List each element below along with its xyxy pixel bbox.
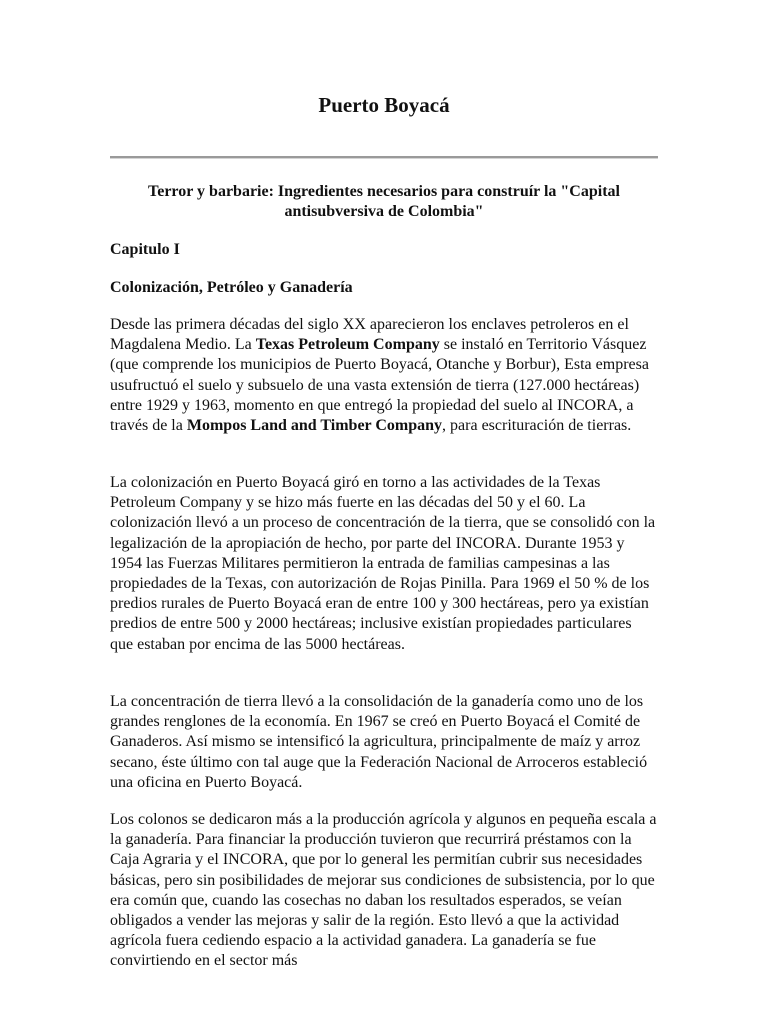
paragraph-4: Los colonos se dedicaron más a la producción agrícola y algunos en pequeña escala a la ganadería. Para financiar la producción tuvieron que recurrirá préstamos con la Caja Agraria y el INCORA, que por lo general les permitían cubrir sus necesidades básicas, pero sin posibilidades de mejorar sus condiciones de subsistencia, por lo que era común que, cuando las cosechas no daban los resultados esperados, se veían obligados a vender las mejoras y salir de la región. Esto llevó a que la actividad agrícola fuera cediendo espacio a la actividad ganadera. La ganadería se fue convirtiendo en el sector más: [110, 811, 657, 970]
paragraph-1-text-a: Desde las primera décadas del siglo XX aparecieron los enclaves petroleros en el Magdalena Medio. La: [110, 316, 629, 354]
document-title: Puerto Boyacá: [318, 93, 450, 117]
paragraph-1-text-b: se instaló en Territorio Vásquez (que comprende los municipios de Puerto Boyacá, Otanche y Borbur), Esta empresa usufructuó el suelo y subsuelo de una vasta extensión de tierra (127.000 hectáreas) entre 1929 y 1963, momento en que entregó la propiedad del suelo al INCORA, a través de la: [110, 336, 649, 435]
section-heading: Colonización, Petróleo y Ganadería: [110, 279, 353, 296]
horizontal-rule: [110, 156, 658, 159]
paragraph-1-text-c: , para escrituración de tierras.: [442, 417, 632, 435]
paragraph-1: [110, 315, 658, 436]
chapter-heading: Capitulo I: [110, 241, 180, 258]
texas-petroleum-company-bold: Texas Petroleum Company: [255, 336, 440, 354]
mompos-land-company-bold: Mompos Land and Timber Company: [186, 417, 443, 435]
paragraph-3: La concentración de tierra llevó a la consolidación de la ganadería como uno de los grandes renglones de la economía. En 1967 se creó en Puerto Boyacá el Comité de Ganaderos. Así mismo se intensificó la agricultura, principalmente de maíz y arroz secano, éste último con tal auge que la Federación Nacional de Arroceros estableció una oficina en Puerto Boyacá.: [110, 693, 648, 791]
paragraph-2: La colonización en Puerto Boyacá giró en torno a las actividades de la Texas Petroleum Company y se hizo más fuerte en las décadas del 50 y el 60. La colonización llevó a un proceso de concentración de la tierra, que se consolidó con la legalización de la apropiación de hecho, por parte del INCORA. Durante 1953 y 1954 las Fuerzas Militares permitieron la entrada de familias campesinas a las propiedades de la Texas, con autorización de Rojas Pinilla. Para 1969 el 50 % de los predios rurales de Puerto Boyacá eran de entre 100 y 300 hectáreas, pero ya existían predios de entre 500 y 2000 hectáreas; inclusive existían propiedades particulares que estaban por encima de las 5000 hectáreas.: [110, 474, 656, 653]
document-subtitle: Terror y barbarie: Ingredientes necesarios para construír la "Capital antisubversiva de Colombia": [148, 183, 620, 220]
